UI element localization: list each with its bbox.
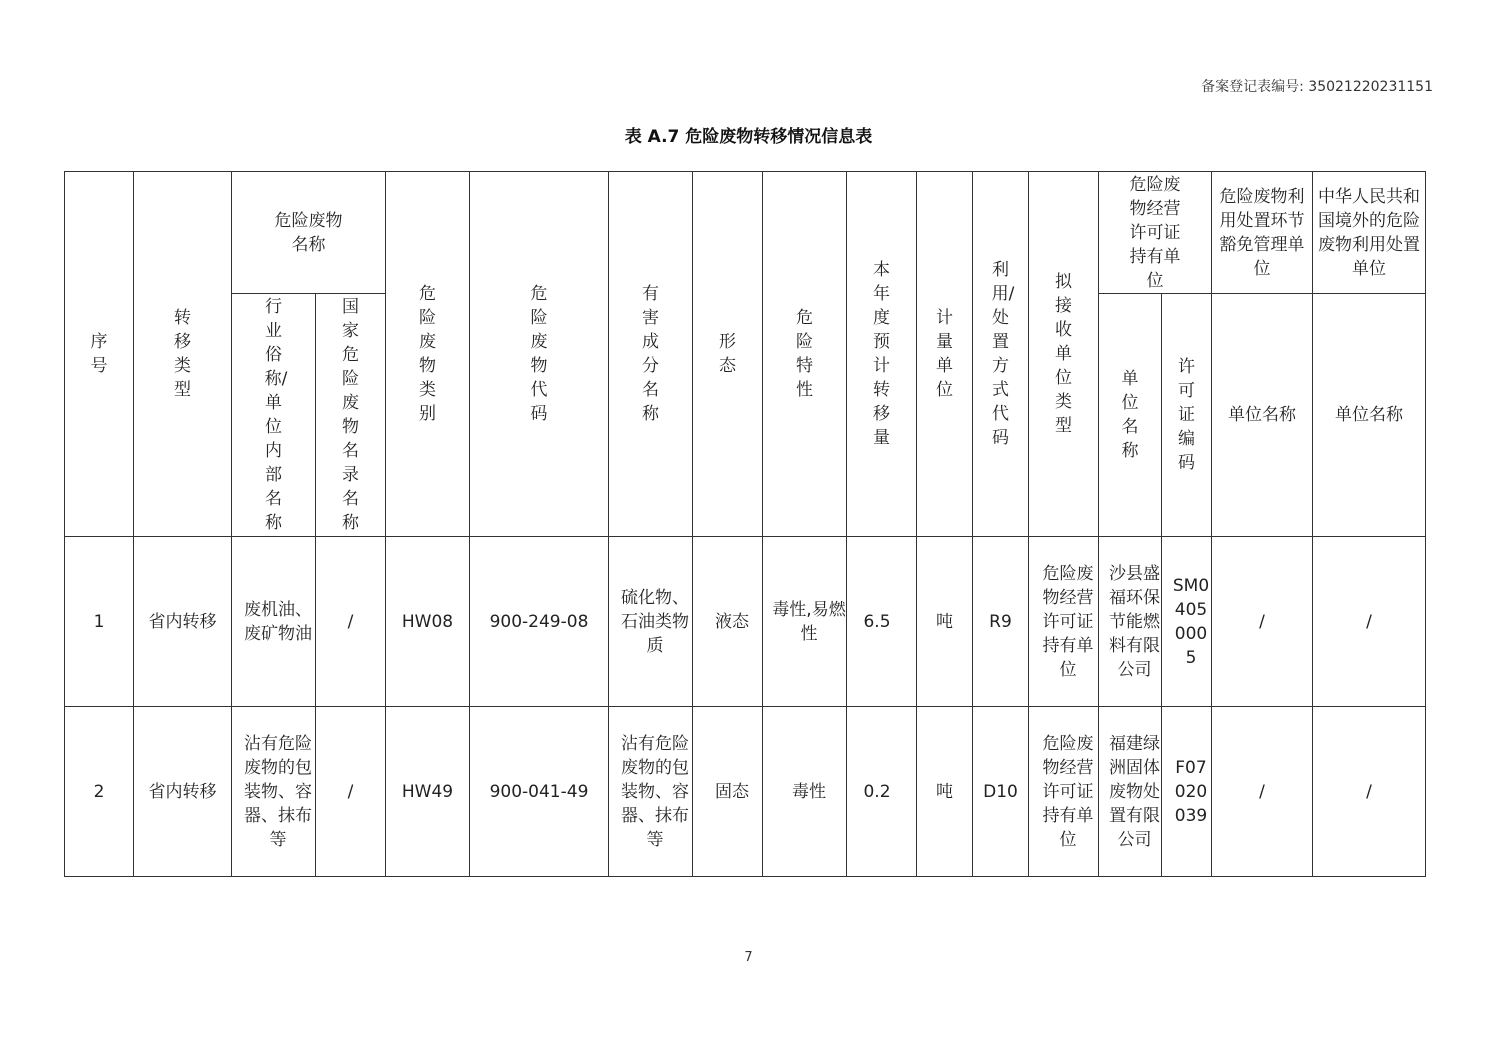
page-number: 7: [744, 950, 753, 965]
cell-holder-name: 沙县盛福环保节能燃料有限公司: [1099, 537, 1162, 707]
table-row: [65, 537, 1426, 707]
header-row-top: [65, 172, 1426, 294]
table-row: [65, 707, 1426, 877]
cell-transfer-type: 省内转移: [134, 707, 232, 877]
col-exempt-group: 危险废物利用处置环节豁免管理单位: [1212, 172, 1313, 294]
col-unit: 计量单位: [917, 172, 973, 537]
cell-category: HW08: [386, 537, 470, 707]
cell-license-no: F07020039: [1162, 707, 1212, 877]
cell-hazardous-component: 沾有危险废物的包装物、容器、抹布等: [609, 707, 693, 877]
cell-property: 毒性: [763, 707, 847, 877]
col-industry-name: 行业俗称/单位内部名称: [232, 294, 316, 537]
col-waste-name-group: 危险废物名称: [232, 172, 386, 294]
col-annual-amount: 本年度预计转移量: [847, 172, 917, 537]
cell-industry-name: 沾有危险废物的包装物、容器、抹布等: [232, 707, 316, 877]
col-license-holder-group: 危险废物经营许可证持有单位: [1099, 172, 1212, 294]
cell-disposal-code: D10: [973, 707, 1029, 877]
cell-category: HW49: [386, 707, 470, 877]
registration-number: [1201, 76, 1433, 96]
page-title: 表 A.7 危险废物转移情况信息表: [624, 127, 873, 147]
cell-annual-amount: 0.2: [847, 707, 917, 877]
cell-code: 900-041-49: [470, 707, 609, 877]
cell-form: 液态: [693, 537, 763, 707]
waste-transfer-table: [64, 171, 1426, 877]
col-holder-name: 单位名称: [1099, 294, 1162, 537]
cell-unit: 吨: [917, 707, 973, 877]
cell-seq: 1: [65, 537, 134, 707]
registration-label: 备案登记表编号:: [1201, 79, 1304, 95]
cell-overseas-name: /: [1313, 707, 1426, 877]
cell-industry-name: 废机油、废矿物油: [232, 537, 316, 707]
col-overseas-name: 单位名称: [1313, 294, 1426, 537]
cell-unit: 吨: [917, 537, 973, 707]
cell-hazardous-component: 硫化物、石油类物质: [609, 537, 693, 707]
cell-receiver-type: 危险废物经营许可证持有单位: [1029, 537, 1099, 707]
col-form: 形态: [693, 172, 763, 537]
col-property: 危险特性: [763, 172, 847, 537]
col-receiver-type: 拟接收单位类型: [1029, 172, 1099, 537]
col-transfer-type: 转移类型: [134, 172, 232, 537]
col-category: 危险废物类别: [386, 172, 470, 537]
cell-property: 毒性,易燃性: [763, 537, 847, 707]
cell-overseas-name: /: [1313, 537, 1426, 707]
cell-receiver-type: 危险废物经营许可证持有单位: [1029, 707, 1099, 877]
cell-disposal-code: R9: [973, 537, 1029, 707]
cell-exempt-name: /: [1212, 707, 1313, 877]
cell-seq: 2: [65, 707, 134, 877]
cell-form: 固态: [693, 707, 763, 877]
registration-value: 35021220231151: [1308, 79, 1433, 95]
cell-holder-name: 福建绿洲固体废物处置有限公司: [1099, 707, 1162, 877]
col-national-name: 国家危险废物名录名称: [316, 294, 386, 537]
col-code: 危险废物代码: [470, 172, 609, 537]
cell-exempt-name: /: [1212, 537, 1313, 707]
cell-annual-amount: 6.5: [847, 537, 917, 707]
cell-national-name: /: [316, 707, 386, 877]
cell-transfer-type: 省内转移: [134, 537, 232, 707]
col-hazardous-component: 有害成分名称: [609, 172, 693, 537]
col-license-no: 许可证编码: [1162, 294, 1212, 537]
cell-code: 900-249-08: [470, 537, 609, 707]
col-exempt-name: 单位名称: [1212, 294, 1313, 537]
cell-license-no: SM04050005: [1162, 537, 1212, 707]
col-overseas-group: 中华人民共和国境外的危险废物利用处置单位: [1313, 172, 1426, 294]
col-seq: 序号: [65, 172, 134, 537]
col-disposal-code: 利用/处置方式代码: [973, 172, 1029, 537]
cell-national-name: /: [316, 537, 386, 707]
